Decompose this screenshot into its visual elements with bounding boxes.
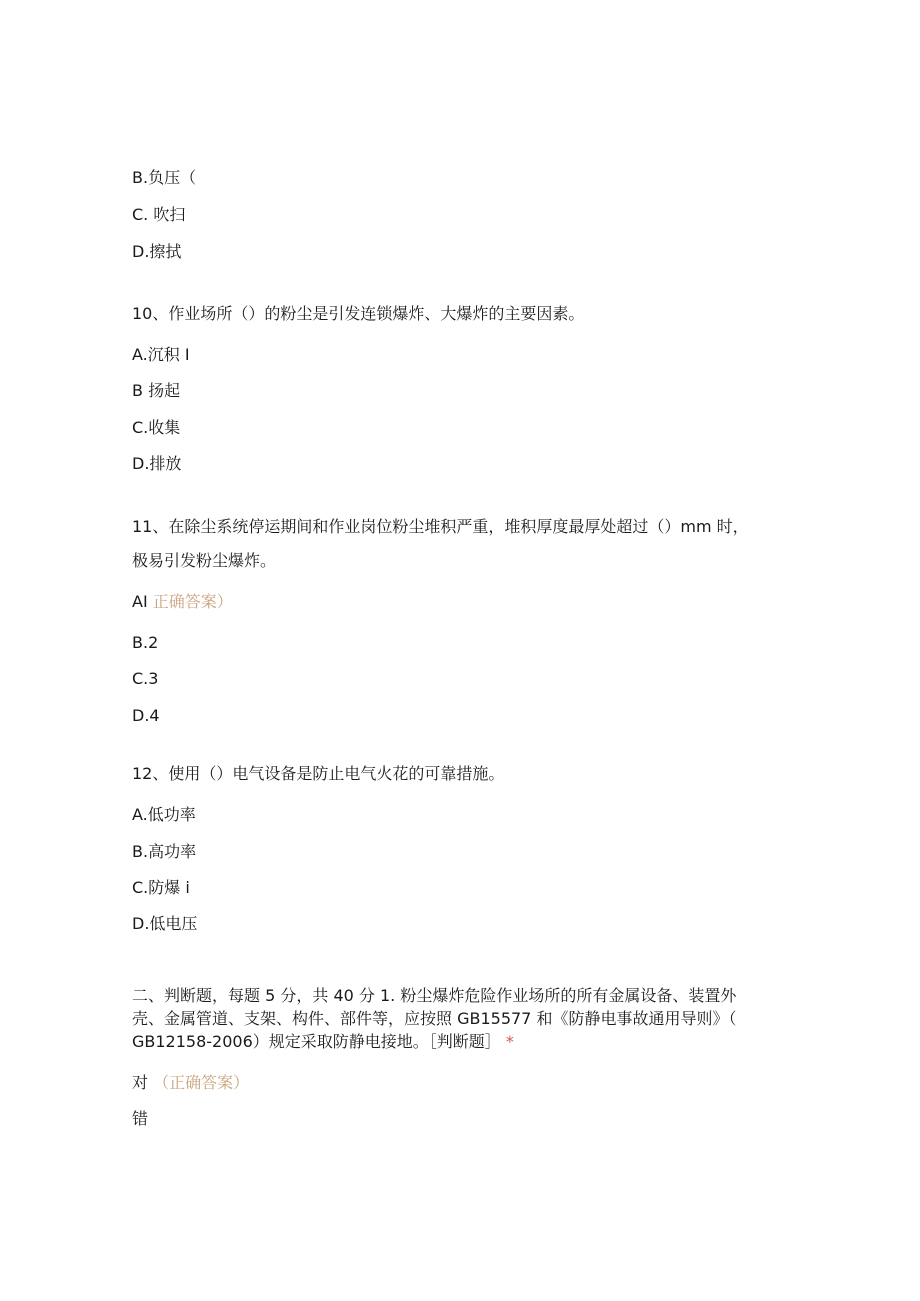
option-11a (132, 592, 233, 612)
option-11b: B.2 (132, 633, 159, 652)
option-12c: C.防爆 i (132, 878, 190, 897)
section-2-line1: 二、判断题，每题 5 分，共 40 分 1. 粉尘爆炸危险作业场所的所有金属设备、装置外 (132, 986, 737, 1005)
option-true-text: 对 (132, 1073, 149, 1092)
option-11a-text: AI (132, 592, 148, 611)
option-false: 错 (132, 1109, 149, 1128)
section-2-line3 (132, 1032, 514, 1052)
option-true (132, 1073, 249, 1093)
option-11d: D.4 (132, 706, 160, 725)
question-10-stem: 10、作业场所（）的粉尘是引发连锁爆炸、大爆炸的主要因素。 (132, 304, 585, 323)
question-12-stem: 12、使用（）电气设备是防止电气火花的可靠措施。 (132, 764, 505, 783)
option-9c: C. 吹扫 (132, 205, 186, 224)
question-11-stem-line2: 极易引发粉尘爆炸。 (132, 551, 277, 570)
option-12d: D.低电压 (132, 914, 198, 933)
option-10a: A.沉积 I (132, 345, 190, 364)
correct-answer-mark: 正确答案） (152, 592, 233, 611)
section-2-line2: 壳、金属管道、支架、构件、部件等，应按照 GB15577 和《防静电事故通用导则》（ (132, 1009, 737, 1028)
section-2-line3-text: GB12158-2006）规定采取防静电接地。［判断题］ (132, 1032, 501, 1051)
option-10c: C.收集 (132, 418, 181, 437)
option-11c: C.3 (132, 669, 159, 688)
option-12b: B.高功率 (132, 842, 197, 861)
option-9b: B.负压（ (132, 168, 197, 187)
option-9d: D.擦拭 (132, 242, 182, 261)
option-10d: D.排放 (132, 454, 182, 473)
option-10b: B 扬起 (132, 381, 181, 400)
question-11-stem-line1: 11、在除尘系统停运期间和作业岗位粉尘堆积严重，堆积厚度最厚处超过（）mm 时， (132, 517, 749, 536)
correct-answer-mark: （正确答案） (153, 1073, 250, 1092)
required-star: * (505, 1032, 514, 1051)
option-12a: A.低功率 (132, 805, 196, 824)
